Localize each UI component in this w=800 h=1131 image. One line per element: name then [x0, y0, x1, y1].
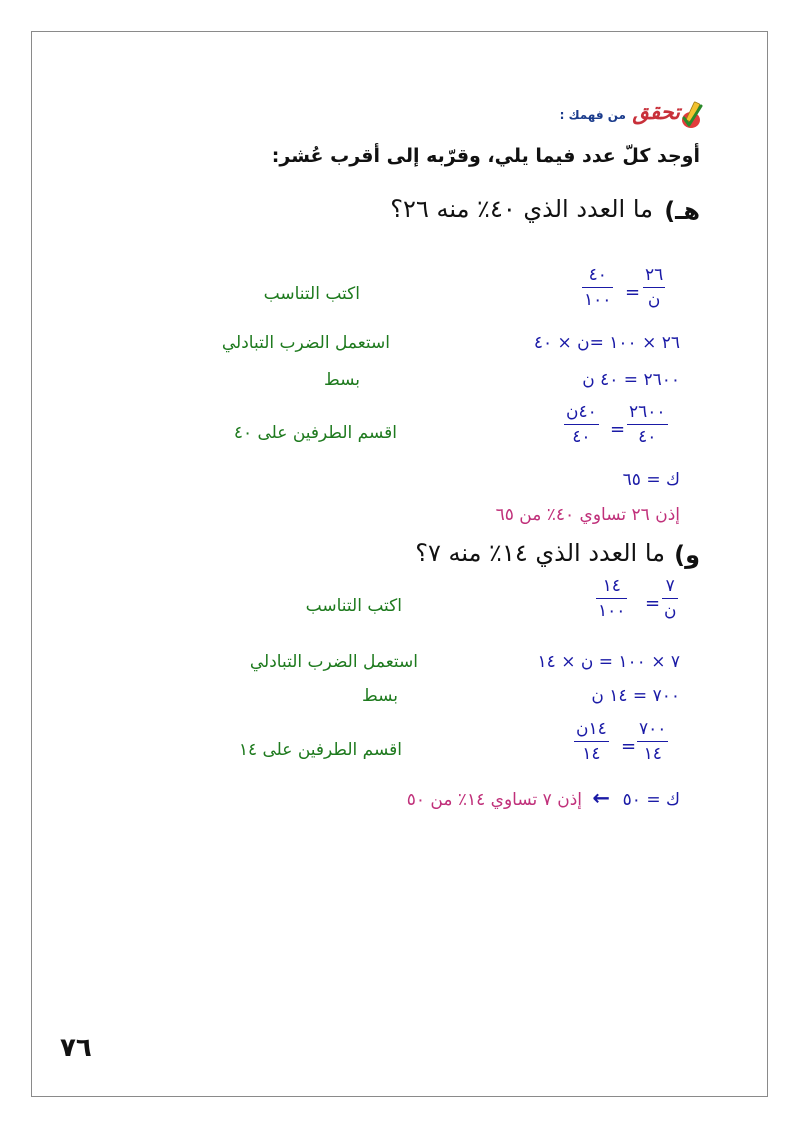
step-note: اقسم الطرفين على ٤٠: [233, 423, 397, 443]
step-expression: ٧٠٠ = ١٤ ن: [591, 686, 680, 706]
problem-w-question: ما العدد الذي ١٤٪ منه ٧؟: [415, 539, 665, 567]
step-expression: ٢٦٠٠ = ٤٠ ن: [582, 370, 680, 390]
fraction: ٢٦ ن: [645, 265, 664, 310]
fraction: ٧٠٠ ١٤: [639, 719, 667, 764]
page-number: ٧٦: [60, 1033, 92, 1063]
problem-h-label: هـ): [664, 197, 700, 225]
problem-w-label: و): [674, 541, 700, 569]
equals-sign: =: [621, 736, 637, 757]
step-note: بسط: [323, 370, 360, 390]
check-subtitle: من فهمك :: [559, 108, 626, 122]
check-title: تحقق: [632, 100, 680, 124]
instruction: أوجد كلّ عدد فيما يلي، وقرّبه إلى أقرب عُشر:: [271, 145, 700, 167]
conclusion: إذن ٧ تساوي ١٤٪ من ٥٠: [406, 790, 582, 810]
step-note: اقسم الطرفين على ١٤: [238, 740, 402, 760]
result: ك = ٥٠: [622, 790, 680, 810]
step-note: بسط: [361, 686, 398, 706]
fraction: ٤٠ن ٤٠: [566, 402, 597, 447]
step-expression: ٢٦ × ١٠٠ =ن × ٤٠: [533, 333, 680, 353]
fraction: ١٤ ١٠٠: [598, 576, 626, 621]
step-expression: ٧ × ١٠٠ = ن × ١٤: [537, 652, 680, 672]
fraction: ٢٦٠٠ ٤٠: [629, 402, 666, 447]
fraction: ٧ ن: [664, 576, 677, 621]
arrow-left-icon: ←: [592, 786, 610, 810]
result: ك = ٦٥: [622, 470, 680, 490]
step-note: استعمل الضرب التبادلي: [249, 652, 418, 672]
problem-h-question: ما العدد الذي ٤٠٪ منه ٢٦؟: [390, 195, 653, 223]
step-note: اكتب التناسب: [263, 284, 360, 304]
fraction: ١٤ن ١٤: [576, 719, 607, 764]
equals-sign: =: [625, 282, 641, 303]
step-note: اكتب التناسب: [305, 596, 402, 616]
fraction: ٤٠ ١٠٠: [584, 265, 612, 310]
equals-sign: =: [610, 419, 626, 440]
equals-sign: =: [645, 593, 661, 614]
check-pencil-icon: [680, 100, 704, 130]
conclusion: إذن ٢٦ تساوي ٤٠٪ من ٦٥: [495, 505, 680, 525]
step-note: استعمل الضرب التبادلي: [221, 333, 390, 353]
